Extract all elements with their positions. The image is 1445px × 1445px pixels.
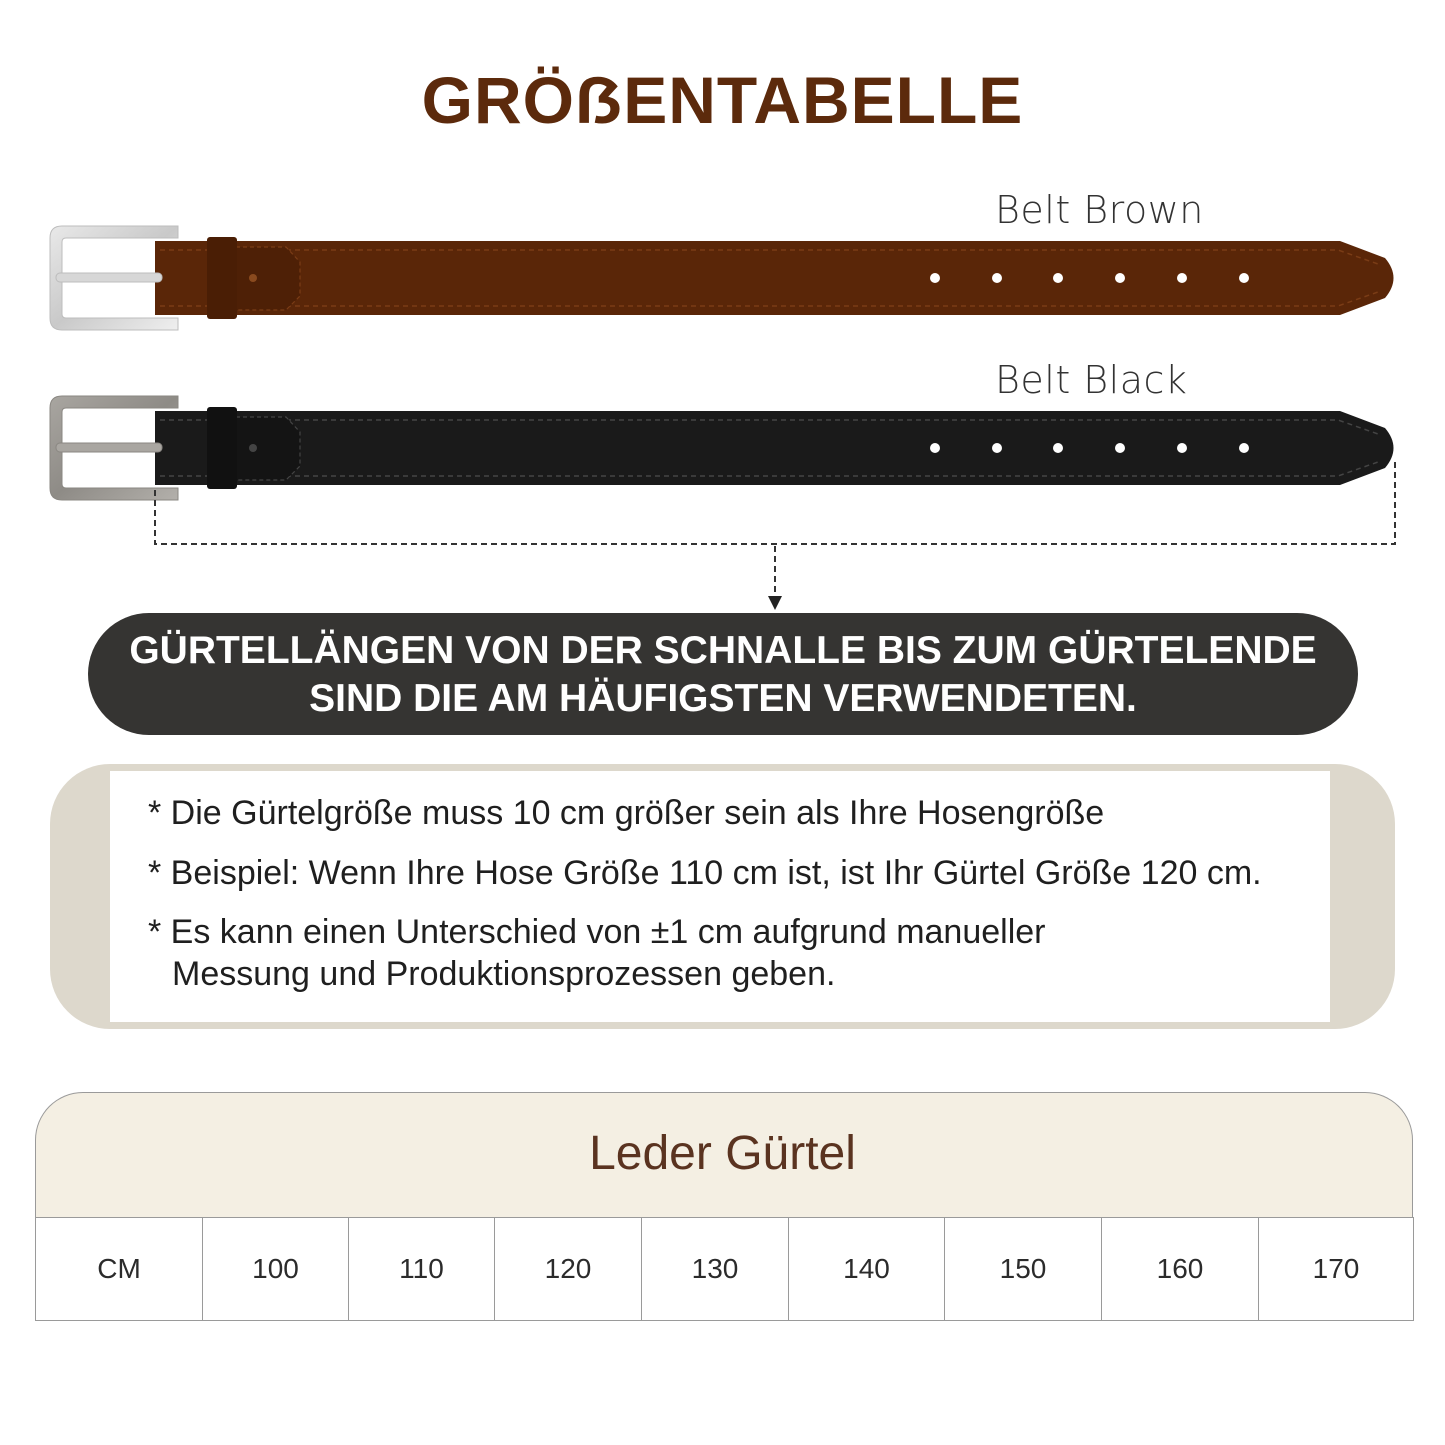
note-size-rule: * Die Gürtelgröße muss 10 cm größer sein als Ihre Hosengröße (148, 794, 1105, 832)
belt-brown-tab (236, 247, 300, 310)
size-unit-cell: CM (35, 1218, 202, 1320)
size-cell: 100 (202, 1218, 348, 1320)
size-table-row (35, 1217, 1414, 1321)
belt-black-strap (155, 411, 1394, 485)
belt-brown-keeper (207, 237, 237, 319)
arrow-down-icon (768, 596, 782, 610)
belt-black-label: Belt Black (995, 358, 1188, 402)
belt-brown-strap (155, 241, 1394, 315)
size-cell: 110 (348, 1218, 494, 1320)
length-info-banner (88, 613, 1358, 735)
note-example: * Beispiel: Wenn Ihre Hose Größe 110 cm ist, ist Ihr Gürtel Größe 120 cm. (148, 854, 1262, 892)
page-title: GRÖẞENTABELLE (421, 63, 1024, 137)
note-tolerance-cont: Messung und Produktionsprozessen geben. (172, 955, 836, 993)
belt-illustrations (0, 0, 1445, 620)
banner-line-1: GÜRTELLÄNGEN VON DER SCHNALLE BIS ZUM GÜRTELENDE (129, 629, 1317, 672)
belt-brown (50, 226, 1394, 330)
belt-black (50, 396, 1394, 500)
note-tolerance: * Es kann einen Unterschied von ±1 cm aufgrund manueller (148, 913, 1046, 951)
belt-black-keeper (207, 407, 237, 489)
size-cell: 160 (1101, 1218, 1258, 1320)
size-cell: 170 (1258, 1218, 1414, 1320)
size-cell: 130 (641, 1218, 788, 1320)
belt-black-tab (236, 417, 300, 480)
size-cell: 140 (788, 1218, 944, 1320)
size-cell: 150 (944, 1218, 1101, 1320)
banner-line-2: SIND DIE AM HÄUFIGSTEN VERWENDETEN. (309, 677, 1137, 720)
size-cell: 120 (494, 1218, 641, 1320)
size-table-title: Leder Gürtel (589, 1127, 856, 1180)
belt-brown-label: Belt Brown (995, 188, 1204, 232)
